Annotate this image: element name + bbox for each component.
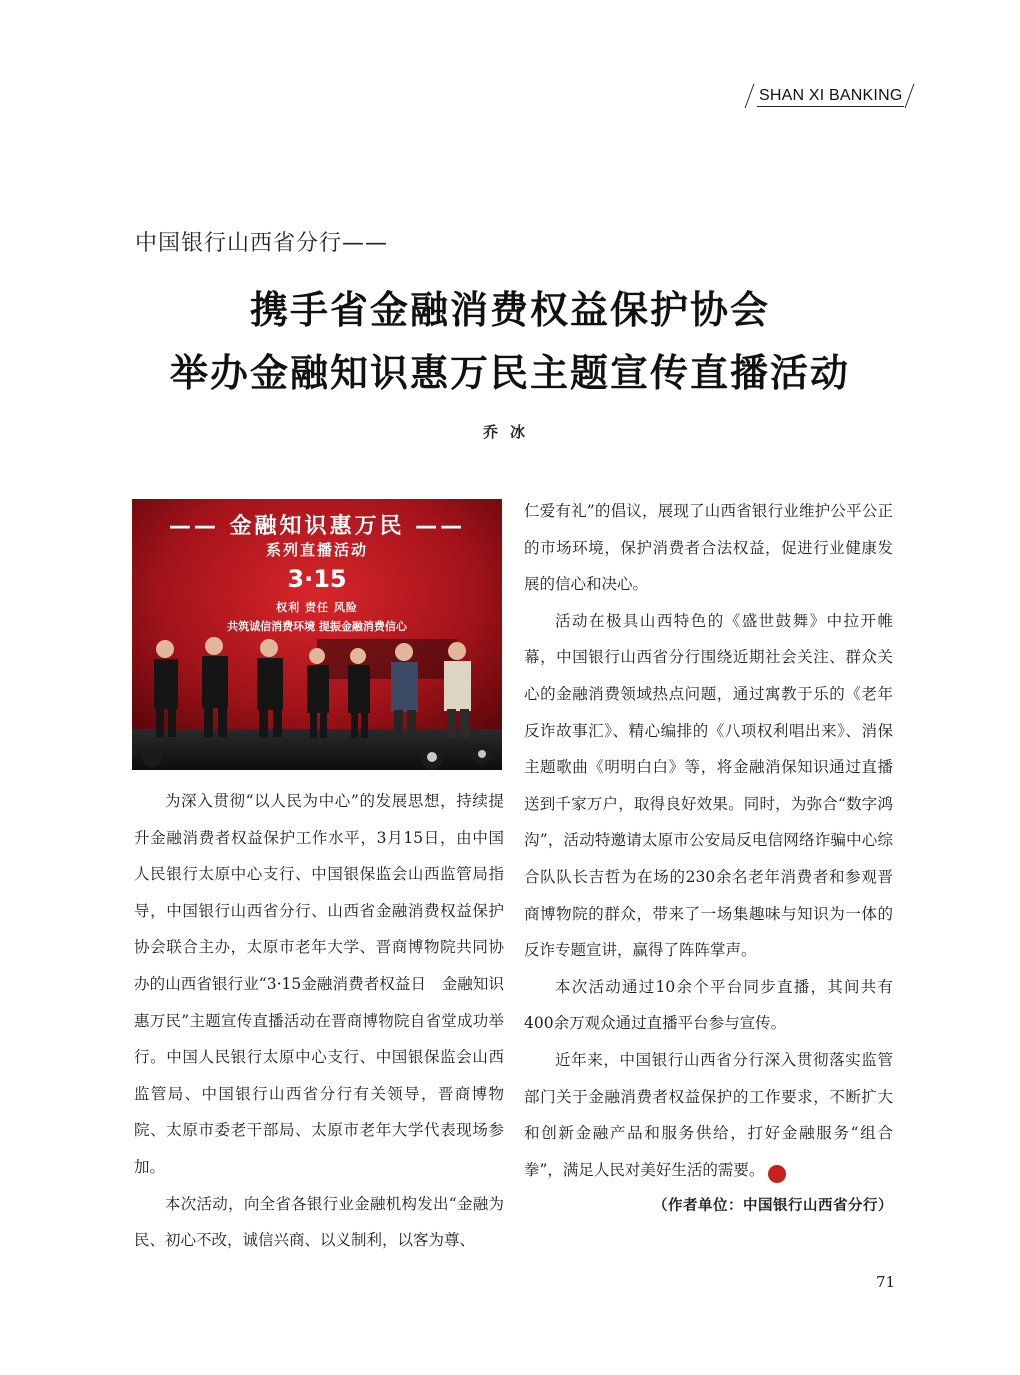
- section-tag-label: SHAN XI BANKING: [757, 85, 904, 107]
- article-author: 乔冰: [482, 423, 537, 441]
- article-title-line2: 举办金融知识惠万民主题宣传直播活动: [169, 350, 850, 395]
- body-paragraph: 本次活动通过10余个平台同步直播，其间共有400余万观众通过直播平台参与宣传。: [524, 977, 893, 1033]
- body-paragraph-final-text: 近年来，中国银行山西省分行深入贯彻落实监管部门关于金融消费者权益保护的工作要求，不断扩大和创新金融产品和服务供给，打好金融服务“组合拳”，满足人民对美好生活的需要。: [524, 1050, 893, 1179]
- photo-banner-line5: 共筑诚信消费环境 提振金融消费信心: [227, 620, 407, 633]
- author-affiliation: （作者单位：中国银行山西省分行）: [653, 1198, 893, 1215]
- body-paragraph: 活动在极具山西特色的《盛世鼓舞》中拉开帷幕，中国银行山西省分行围绕近期社会关注、群众关心的金融消费领域热点问题，通过寓教于乐的《老年反诈故事汇》、精心编排的《八项权利唱出来》、消保主题歌曲《明明白白》等，将金融消保知识通过直播送到千家万户，取得良好效果。同时，为弥合“数字鸿沟”，活动特邀请太原市公安局反电信网络诈骗中心综合队队长吉哲为在场的230余名老年消费者和参观晋商博物院的群众，带来了一场集趣味与知识为一体的反诈专题宣讲，赢得了阵阵掌声。: [524, 611, 893, 960]
- photo-banner-line4: 权利 责任 风险: [276, 601, 358, 614]
- tag-bracket-left: [747, 84, 757, 108]
- tag-bracket-right: [904, 84, 914, 108]
- photo-banner-line2: 系列直播活动: [265, 541, 368, 559]
- bank-logo-end-icon: 中: [768, 1165, 786, 1183]
- page-number: 71: [876, 1273, 896, 1291]
- article-title-line1: 携手省金融消费权益保护协会: [249, 287, 770, 332]
- event-photo: [132, 499, 502, 770]
- body-paragraph: 为深入贯彻“以人民为中心”的发展思想，持续提升金融消费者权益保护工作水平，3月15日，由中国人民银行太原中心支行、中国银保监会山西监管局指导，中国银行山西省分行、山西省金融消费权益保护协会联合主办，太原市老年大学、晋商博物院共同协办的山西省银行业“3·15金融消费者权益日 金融知识惠万民”主题宣传直播活动在晋商博物院自省堂成功举行。中国人民银行太原中心支行、中国银保监会山西监管局、中国银行山西省分行有关领导，晋商博物院、太原市委老干部局、太原市老年大学代表现场参加。: [134, 792, 504, 1176]
- article-kicker: 中国银行山西省分行——: [135, 231, 389, 256]
- section-tag: [747, 84, 914, 108]
- left-column: [134, 783, 504, 1259]
- body-paragraph-final: [524, 1042, 893, 1188]
- photo-banner-line1: —— 金融知识惠万民 ——: [168, 514, 466, 539]
- right-column: [524, 493, 893, 1225]
- body-paragraph: 本次活动，向全省各银行业金融机构发出“金融为民、初心不改，诚信兴商、以义制利，以客为尊、: [134, 1194, 504, 1250]
- body-paragraph: 仁爱有礼”的倡议，展现了山西省银行业维护公平公正的市场环境，保护消费者合法权益，促进行业健康发展的信心和决心。: [524, 502, 893, 594]
- photo-banner-line3: 3·15: [287, 565, 347, 593]
